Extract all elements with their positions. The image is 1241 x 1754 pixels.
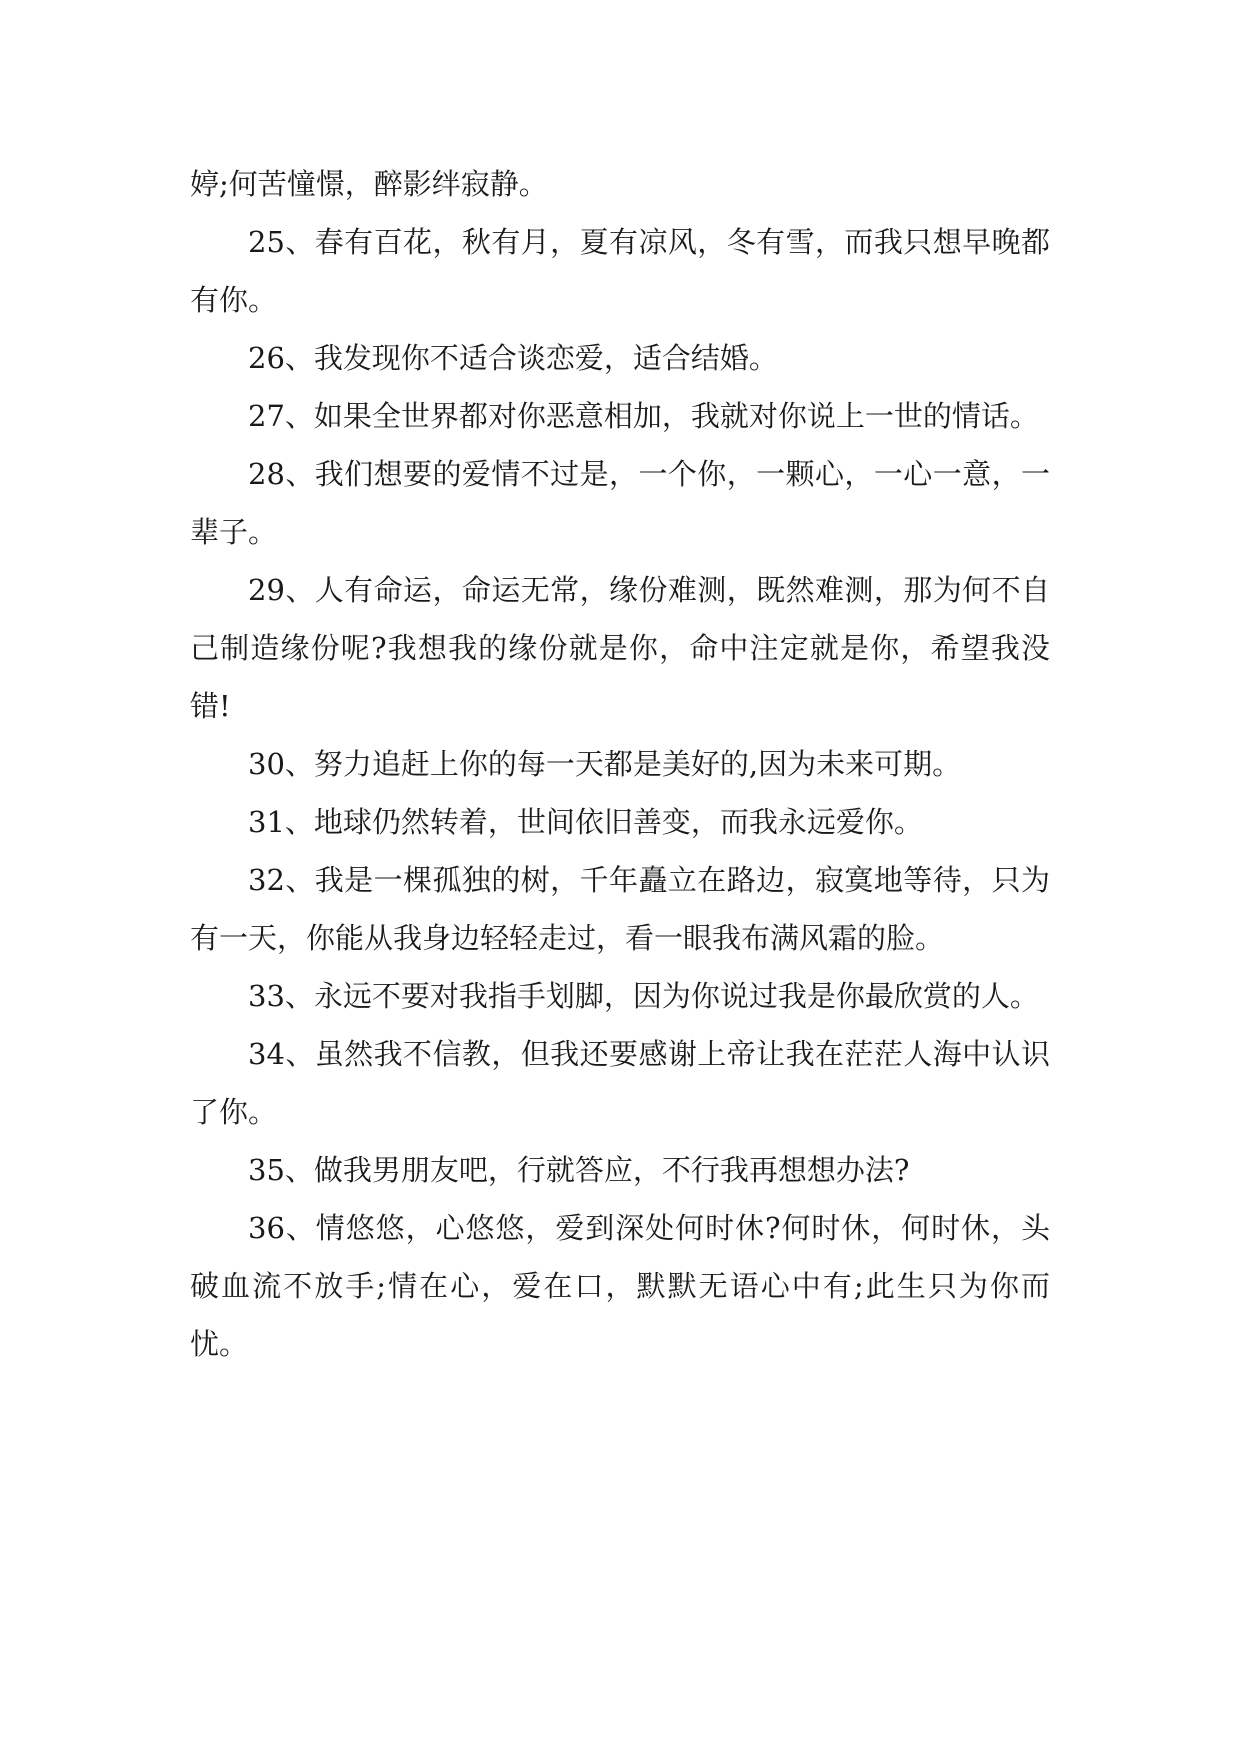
paragraph-31: 31、地球仍然转着，世间依旧善变，而我永远爱你。 [248,805,923,839]
paragraph-32: 32、我是一棵孤独的树，千年矗立在路边，寂寞地等待，只为有一天，你能从我身边轻轻走过，看一眼我布满风霜的脸。 [190,863,1050,955]
paragraph-29: 29、人有命运，命运无常，缘份难测，既然难测，那为何不自己制造缘份呢?我想我的缘份就是你，命中注定就是你，希望我没错! [190,573,1050,723]
paragraph-30: 30、努力追赶上你的每一天都是美好的,因为未来可期。 [248,747,962,781]
paragraph-35: 35、做我男朋友吧，行就答应，不行我再想想办法? [248,1153,910,1187]
paragraph-26: 26、我发现你不适合谈恋爱，适合结婚。 [248,341,778,375]
paragraph-34: 34、虽然我不信教，但我还要感谢上帝让我在茫茫人海中认识了你。 [190,1037,1050,1129]
paragraph-28: 28、我们想要的爱情不过是，一个你，一颗心，一心一意，一辈子。 [190,457,1050,549]
paragraph-33: 33、永远不要对我指手划脚，因为你说过我是你最欣赏的人。 [248,979,1039,1013]
paragraph-27: 27、如果全世界都对你恶意相加，我就对你说上一世的情话。 [248,399,1039,433]
paragraph-25: 25、春有百花，秋有月，夏有凉风，冬有雪，而我只想早晚都有你。 [190,225,1050,317]
paragraph-continuation: 婷;何苦憧憬，醉影绊寂静。 [190,167,548,201]
paragraph-36: 36、情悠悠，心悠悠，爱到深处何时休?何时休，何时休，头破血流不放手;情在心，爱在口，默默无语心中有;此生只为你而忧。 [190,1211,1050,1361]
document-body [190,155,1050,1373]
